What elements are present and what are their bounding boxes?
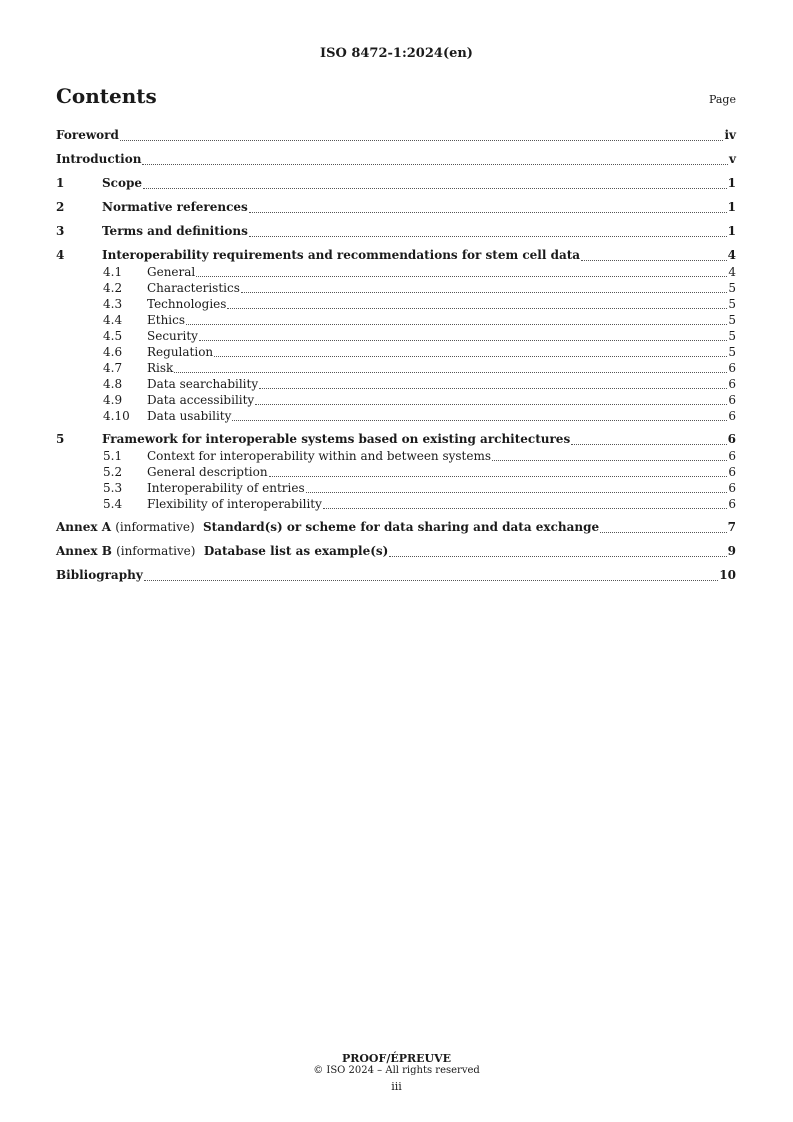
toc-entry-text: [56, 544, 388, 558]
toc-entry-page: 5: [728, 329, 736, 343]
toc-entry[interactable]: [56, 328, 736, 344]
toc-entry-page: 6: [728, 377, 736, 391]
toc-entry-title: Characteristics: [147, 281, 240, 295]
dot-leader: [323, 507, 727, 509]
toc-entry[interactable]: [56, 200, 736, 216]
bibliography-title: Bibliography: [56, 568, 143, 582]
toc-entry-text: [56, 296, 226, 312]
toc-entry[interactable]: [56, 152, 736, 168]
toc-entry-page: 9: [727, 544, 736, 558]
toc-entry-title: Regulation: [147, 345, 214, 359]
toc-entry-text: [56, 344, 213, 360]
dot-leader: [174, 371, 727, 373]
toc-entry-text: [56, 312, 185, 328]
toc-entry-number: 4.6: [103, 345, 123, 359]
toc-entry[interactable]: [56, 312, 736, 328]
toc-entry-page: 6: [728, 465, 736, 479]
toc-entry-number: 4.7: [103, 361, 123, 375]
toc-entry-number: 4: [56, 248, 65, 262]
toc-entry-number: 4.2: [103, 281, 123, 295]
toc-entry-title: General: [147, 265, 196, 279]
toc-entry-title: Scope: [102, 176, 143, 190]
toc-annex-entry[interactable]: [56, 544, 736, 560]
toc-entry-page: 6: [728, 393, 736, 407]
annex-type: (informative): [116, 544, 196, 558]
toc-entry-title: Data searchability: [147, 377, 259, 391]
toc-entry-number: 2: [56, 200, 65, 214]
toc-entry-title: General description: [147, 465, 268, 479]
toc-entry-text: [56, 432, 570, 446]
toc-entry-text: [56, 128, 119, 142]
toc-entry-title: Introduction: [56, 152, 142, 166]
toc-entry[interactable]: [56, 296, 736, 312]
toc-entry-page: 1: [727, 224, 736, 238]
toc-entry-page: 7: [727, 520, 736, 534]
toc-entry-text: [56, 360, 173, 376]
toc-entry-title: Security: [147, 329, 198, 343]
toc-entry-title: Ethics: [147, 313, 186, 327]
toc-entry-number: 5.1: [103, 449, 123, 463]
toc-entry-text: [56, 496, 322, 512]
dot-leader: [492, 459, 727, 461]
toc-entry-number: 4.3: [103, 297, 123, 311]
dot-leader: [144, 579, 719, 581]
toc-entry-text: [56, 328, 198, 344]
annex-label: Annex A: [56, 520, 112, 534]
toc-entry[interactable]: [56, 264, 736, 280]
toc-entry[interactable]: [56, 448, 736, 464]
annex-type: (informative): [115, 520, 195, 534]
toc-entry[interactable]: [56, 344, 736, 360]
dot-leader: [142, 163, 728, 165]
toc-entry-text: [56, 224, 248, 238]
toc-entry-title: Risk: [147, 361, 174, 375]
toc-entry-number: 5.4: [103, 497, 123, 511]
toc-entry[interactable]: [56, 176, 736, 192]
toc-entry-title: Flexibility of interoperability: [147, 497, 322, 511]
toc-entry[interactable]: [56, 496, 736, 512]
dot-leader: [249, 235, 727, 237]
toc-entry-number: 5: [56, 432, 65, 446]
toc-annex-entry[interactable]: [56, 520, 736, 536]
dot-leader: [214, 355, 727, 357]
toc-entry-number: 3: [56, 224, 65, 238]
toc-entry[interactable]: [56, 280, 736, 296]
toc-entry-title: Data usability: [147, 409, 232, 423]
annex-title: Database list as example(s): [203, 544, 389, 558]
toc-entry[interactable]: [56, 224, 736, 240]
toc-entry-text: [56, 200, 248, 214]
dot-leader: [571, 443, 726, 445]
toc-entry[interactable]: [56, 360, 736, 376]
toc-entry-title: Data accessibility: [147, 393, 255, 407]
annex-label: Annex B: [56, 544, 112, 558]
dot-leader: [249, 211, 727, 213]
toc-entry-page: 1: [727, 176, 736, 190]
dot-leader: [199, 339, 727, 341]
toc-entry-page: 10: [719, 568, 736, 582]
toc-entry-text: [56, 248, 580, 262]
dot-leader: [143, 187, 727, 189]
toc-entry-page: 5: [728, 345, 736, 359]
toc-entry-page: 6: [727, 432, 736, 446]
dot-leader: [186, 323, 727, 325]
toc-entry-title: Context for interoperability within and between systems: [147, 449, 492, 463]
toc-entry-page: 6: [728, 481, 736, 495]
toc-entry-text: [56, 520, 599, 534]
toc-entry-page: 6: [728, 497, 736, 511]
toc-entry-number: 4.10: [103, 409, 130, 423]
dot-leader: [196, 275, 727, 277]
dot-leader: [241, 291, 727, 293]
dot-leader: [389, 555, 726, 557]
dot-leader: [600, 531, 726, 533]
page-footer: [0, 1052, 793, 1093]
dot-leader: [259, 387, 727, 389]
toc-entry-page: 5: [728, 313, 736, 327]
dot-leader: [255, 403, 727, 405]
dot-leader: [232, 419, 727, 421]
toc-entry-text: [56, 264, 195, 280]
toc-entry-text: [56, 448, 491, 464]
toc-entry-number: 4.5: [103, 329, 123, 343]
toc-entry-text: [56, 176, 142, 190]
toc-entry[interactable]: [56, 432, 736, 448]
toc-entry-page: 4: [728, 265, 736, 279]
toc-entry-page: v: [729, 152, 736, 166]
toc-entry-number: 4.9: [103, 393, 123, 407]
toc-entry-page: 5: [728, 297, 736, 311]
toc-entry-page: 6: [728, 449, 736, 463]
dot-leader: [227, 307, 727, 309]
toc-entry-page: 6: [728, 409, 736, 423]
toc-entry-text: [56, 464, 268, 480]
toc-entry-number: 4.1: [103, 265, 123, 279]
toc-entry[interactable]: [56, 128, 736, 144]
toc-entry[interactable]: [56, 376, 736, 392]
toc-entry-title: Foreword: [56, 128, 119, 142]
table-of-contents: [56, 128, 736, 584]
proof-label: PROOF/ÉPREUVE: [341, 1052, 452, 1065]
toc-entry-title: Framework for interoperable systems based on existing architectures: [102, 432, 571, 446]
dot-leader: [306, 491, 728, 493]
toc-entry-title: Interoperability of entries: [147, 481, 305, 495]
toc-entry-text: [56, 376, 258, 392]
toc-entry-number: 5.3: [103, 481, 123, 495]
toc-entry-title: Terms and definitions: [102, 224, 248, 238]
toc-entry-text: [56, 480, 305, 496]
toc-entry-title: Technologies: [147, 297, 227, 311]
page-number: iii: [391, 1080, 402, 1093]
toc-entry[interactable]: [56, 392, 736, 408]
toc-entry[interactable]: [56, 464, 736, 480]
toc-entry-text: [56, 392, 254, 408]
copyright-notice: © ISO 2024 – All rights reserved: [313, 1065, 480, 1076]
toc-entry-page: 4: [727, 248, 736, 262]
toc-entry-text: [56, 280, 240, 296]
contents-title: Contents: [56, 84, 157, 108]
toc-bibliography-entry[interactable]: [56, 568, 736, 584]
toc-entry-page: 6: [728, 361, 736, 375]
toc-entry-title: Interoperability requirements and recommendations for stem cell data: [102, 248, 581, 262]
toc-entry-page: 1: [727, 200, 736, 214]
toc-entry-number: 1: [56, 176, 65, 190]
toc-entry-number: 5.2: [103, 465, 123, 479]
toc-entry-text: [56, 152, 141, 166]
toc-entry-page: iv: [724, 128, 736, 142]
dot-leader: [120, 139, 724, 141]
toc-entry-number: 4.4: [103, 313, 123, 327]
toc-entry[interactable]: [56, 408, 736, 424]
document-id-header: ISO 8472-1:2024(en): [320, 46, 473, 61]
toc-entry-page: 5: [728, 281, 736, 295]
contents-heading-row: [56, 84, 736, 108]
annex-title: Standard(s) or scheme for data sharing and data exchange: [203, 520, 600, 534]
toc-entry[interactable]: [56, 248, 736, 264]
dot-leader: [581, 259, 727, 261]
toc-entry-title: Normative references: [102, 200, 248, 214]
toc-entry-text: [56, 408, 231, 424]
page-column-label: Page: [708, 93, 736, 106]
toc-entry[interactable]: [56, 480, 736, 496]
toc-entry-number: 4.8: [103, 377, 123, 391]
dot-leader: [269, 475, 728, 477]
